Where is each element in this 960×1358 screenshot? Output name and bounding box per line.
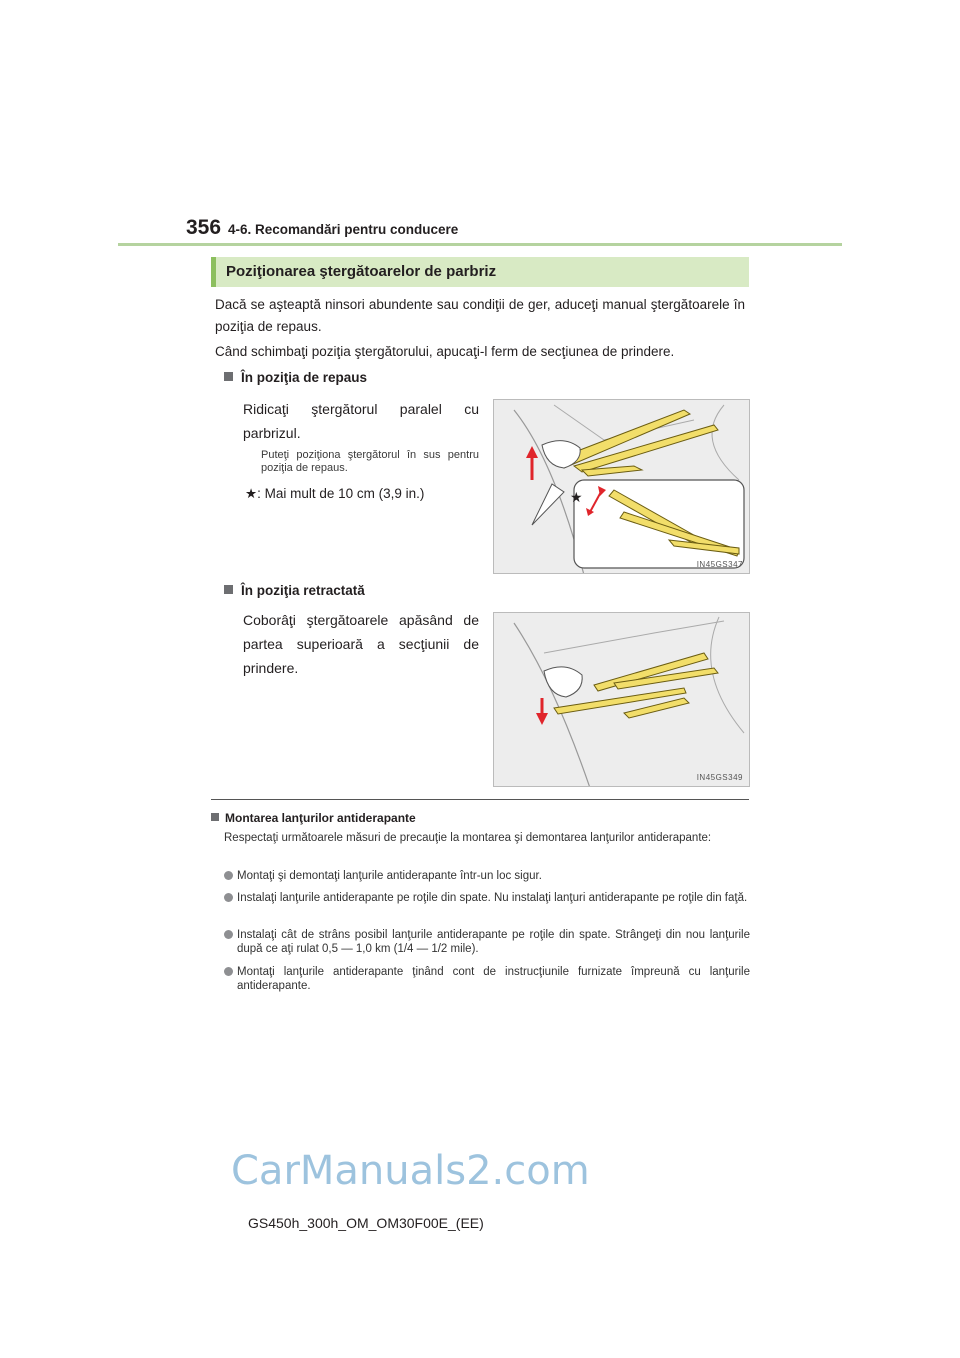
chains-heading-text: Montarea lanţurilor antiderapante: [225, 811, 416, 825]
figure-code: IN45GS349: [696, 773, 743, 782]
list-item-text: Instalaţi lanţurile antiderapante pe roţile din spate. Nu instalaţi lanţuri antiderapante pe roţile din faţă.: [237, 892, 748, 904]
square-bullet-icon: [211, 813, 219, 821]
retracted-position-instruction: Coborâţi ştergătoarele apăsând de partea superioară a secţiunii de prindere.: [243, 612, 479, 676]
chains-intro: Respectaţi următoarele măsuri de precauţie la montarea şi demontarea lanţurilor antiderapante:: [224, 832, 712, 844]
rest-position-heading-text: În poziţia de repaus: [241, 370, 368, 385]
intro-paragraph: Dacă se aşteaptă ninsori abundente sau condiţii de ger, aduceţi manual ştergătoarele în poziţia de repaus.: [215, 297, 745, 334]
header-divider: [118, 243, 842, 246]
watermark: CarManuals2.com: [231, 1148, 590, 1194]
rest-position-instruction: Ridicaţi ştergătorul paralel cu parbrizul.: [243, 401, 479, 441]
intro-paragraph-2: Când schimbaţi poziţia ştergătorului, apucaţi-l ferm de secţiunea de prindere.: [215, 344, 675, 359]
chains-heading: [211, 811, 416, 825]
page-number: 356: [186, 216, 222, 239]
list-item: [224, 891, 750, 921]
list-item: [224, 928, 750, 958]
wiper-raised-illustration: [494, 400, 750, 574]
figure-retracted-position: [493, 612, 750, 787]
round-bullet-icon: [224, 930, 233, 939]
square-bullet-icon: [224, 372, 233, 381]
star-note: [245, 486, 424, 502]
list-item-text: Instalaţi cât de strâns posibil lanţurile antiderapante pe roţile din spate. Strângeţi din nou lanţurile după ce aţi rulat 0,5 — 1,0 km (1/4 — 1/2 mile).: [237, 929, 750, 955]
svg-text:★: ★: [570, 490, 583, 506]
list-item-text: Montaţi şi demontaţi lanţurile antiderapante într-un loc sigur.: [237, 870, 542, 882]
rest-position-heading: [224, 370, 367, 385]
rest-position-note: Puteţi poziţiona ştergătorul în sus pentru poziţia de repaus.: [261, 449, 479, 474]
list-item: [224, 965, 750, 995]
round-bullet-icon: [224, 967, 233, 976]
retracted-position-heading: [224, 583, 365, 598]
section-end-rule: [211, 799, 749, 800]
star-note-text: : Mai mult de 10 cm (3,9 in.): [257, 486, 425, 501]
section-heading: [211, 257, 749, 287]
wiper-lowered-illustration: [494, 613, 750, 787]
list-item: [224, 869, 750, 885]
round-bullet-icon: [224, 871, 233, 880]
section-title: Poziţionarea ştergătoarelor de parbriz: [226, 263, 497, 280]
document-code-footer: GS450h_300h_OM_OM30F00E_(EE): [248, 1215, 484, 1231]
chapter-title: 4-6. Recomandări pentru conducere: [228, 222, 459, 237]
list-item-text: Montaţi lanţurile antiderapante ţinând cont de instrucţiunile furnizate împreună cu lanţurile antiderapante.: [237, 966, 750, 992]
square-bullet-icon: [224, 585, 233, 594]
round-bullet-icon: [224, 893, 233, 902]
figure-rest-position: [493, 399, 750, 574]
retracted-position-heading-text: În poziţia retractată: [241, 583, 365, 598]
figure-code: IN45GS347: [696, 560, 743, 569]
star-icon: ★: [245, 486, 258, 501]
